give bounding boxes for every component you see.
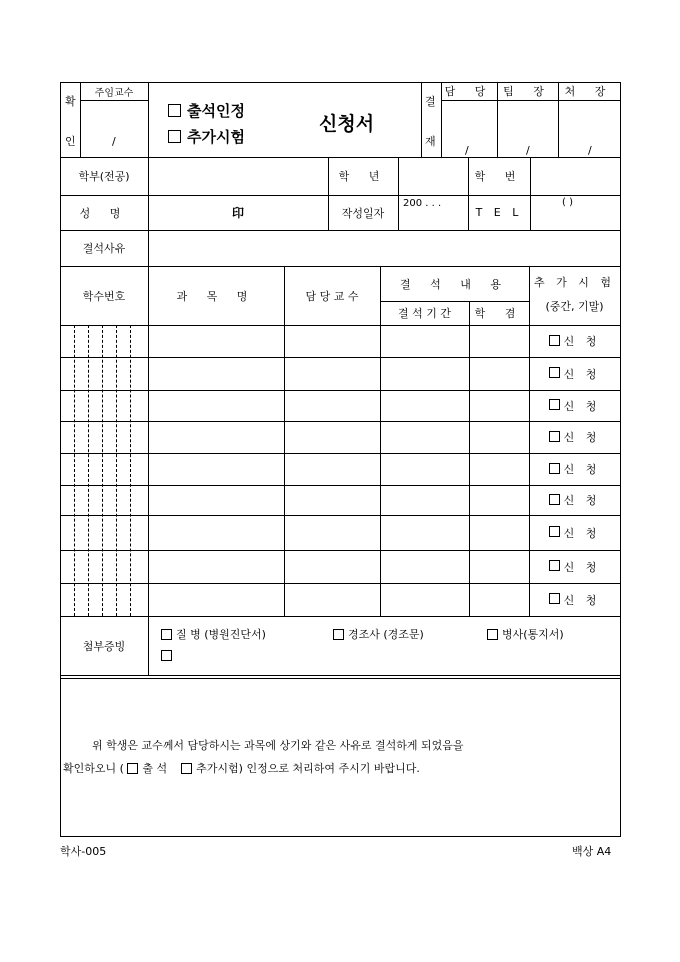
apply-label: 신 청	[563, 463, 601, 476]
col-absence-detail: 결 석 내 용	[400, 277, 509, 291]
written-date-value: 200 . . .	[403, 198, 442, 209]
student-id-label: 학 번	[474, 170, 524, 183]
checkbox[interactable]	[549, 494, 560, 505]
line	[88, 325, 89, 616]
col-absence-period: 결 석 기 간	[398, 307, 451, 320]
apply-checkbox-row-7[interactable]	[529, 515, 620, 550]
extra-exam-checkbox[interactable]	[168, 130, 181, 143]
checkbox[interactable]	[333, 629, 344, 640]
checkbox[interactable]	[549, 593, 560, 604]
application-form	[60, 82, 621, 837]
checkbox[interactable]	[549, 399, 560, 410]
staff-date-slash: /	[465, 144, 469, 157]
line	[421, 82, 422, 157]
option-attendance[interactable]	[168, 100, 245, 121]
apply-checkbox-row-1[interactable]	[529, 325, 620, 357]
attendance-checkbox[interactable]	[168, 104, 181, 117]
approve-label-top: 결	[425, 95, 436, 108]
col-extra-exam-type: (중간, 기말)	[545, 300, 604, 313]
line	[80, 100, 148, 101]
line	[116, 325, 117, 616]
col-course-name: 과 목 명	[176, 289, 256, 303]
confirm-label-top: 확	[65, 95, 76, 108]
outer-bottom-border	[60, 836, 621, 837]
checkbox[interactable]	[549, 463, 560, 474]
line	[530, 157, 531, 230]
year-label: 학 년	[338, 170, 388, 183]
statement-line-1: 위 학생은 교수께서 담당하시는 과목에 상기와 같은 사유로 결석하게 되었음을	[92, 739, 464, 752]
apply-checkbox-row-3[interactable]	[529, 390, 620, 421]
statement-line-2	[63, 763, 420, 775]
dept-label: 학부(전공)	[78, 170, 130, 183]
apply-checkbox-row-4[interactable]	[529, 421, 620, 453]
lead-date-slash: /	[526, 144, 530, 157]
apply-label: 신 청	[563, 593, 601, 607]
col-professor: 담 당 교 수	[305, 289, 359, 303]
form-code: 학사-005	[60, 845, 107, 858]
attachment-illness[interactable]	[161, 629, 266, 641]
col-extra-exam: 추 가 시 험	[534, 276, 615, 289]
name-label: 성 명	[79, 206, 129, 220]
line	[130, 325, 131, 616]
line	[74, 325, 75, 616]
checkbox[interactable]	[549, 526, 560, 537]
checkbox[interactable]	[549, 335, 560, 346]
statement-attend-checkbox[interactable]	[127, 763, 138, 774]
line	[398, 157, 399, 230]
apply-label: 신 청	[563, 560, 601, 574]
attachment-bereavement[interactable]	[333, 629, 424, 641]
checkbox[interactable]	[161, 629, 172, 640]
apply-checkbox-row-9[interactable]	[529, 583, 620, 616]
written-date-label: 작성일자	[341, 206, 385, 220]
attachment-military-label: 병사(통지서)	[502, 628, 564, 641]
col-class-hours: 학 겸	[474, 307, 524, 320]
attachment-label: 첨부증빙	[82, 639, 126, 653]
apply-checkbox-row-6[interactable]	[529, 485, 620, 515]
approve-label-bottom: 재	[425, 135, 436, 148]
attachment-military[interactable]	[487, 629, 564, 641]
confirm-label-bottom: 인	[65, 135, 76, 148]
option-extra-exam-label: 추가시험	[187, 128, 245, 146]
form-title: 신청서	[319, 113, 375, 135]
statement-attend: 출 석	[142, 762, 168, 775]
attachment-bereavement-label: 경조사 (경조문)	[348, 628, 424, 641]
apply-checkbox-row-5[interactable]	[529, 453, 620, 485]
option-attendance-label: 출석인정	[187, 102, 245, 120]
apply-label: 신 청	[563, 335, 601, 348]
statement-line-2-start: 확인하오니 (	[63, 762, 124, 775]
checkbox[interactable]	[549, 560, 560, 571]
apply-checkbox-row-2[interactable]	[529, 357, 620, 390]
option-extra-exam[interactable]	[168, 126, 245, 147]
checkbox[interactable]	[549, 431, 560, 442]
approval-staff-header: 담 당	[444, 85, 494, 98]
apply-label: 신 청	[563, 526, 601, 540]
approval-lead-header: 팀 장	[503, 85, 552, 98]
statement-extra: 추가시험) 인정으로 처리하여 주시기 바랍니다.	[196, 762, 420, 775]
apply-label: 신 청	[563, 431, 601, 444]
approval-director-header: 처 장	[564, 85, 614, 98]
apply-label: 신 청	[563, 494, 601, 507]
checkbox[interactable]	[549, 367, 560, 378]
paper-size: 백상 A4	[572, 845, 612, 858]
reason-label: 결석사유	[82, 242, 126, 255]
line	[469, 301, 470, 616]
attachment-illness-label: 질 병 (병원진단서)	[176, 628, 266, 641]
checkbox[interactable]	[487, 629, 498, 640]
tel-label: T E L	[475, 206, 523, 219]
seal-mark: 印	[231, 206, 244, 220]
advisor-date-slash: /	[112, 135, 116, 148]
line	[441, 100, 620, 101]
attachment-other[interactable]	[161, 650, 176, 662]
line	[148, 82, 149, 266]
line	[60, 675, 621, 676]
line	[148, 616, 149, 675]
line	[60, 678, 621, 679]
apply-label: 신 청	[563, 367, 601, 381]
tel-value: ( )	[562, 197, 573, 208]
apply-checkbox-row-8[interactable]	[529, 550, 620, 583]
statement-extra-checkbox[interactable]	[181, 763, 192, 774]
col-course-number: 학수번호	[82, 289, 126, 303]
advisor-label: 주임교수	[94, 87, 134, 99]
director-date-slash: /	[588, 144, 592, 157]
checkbox[interactable]	[161, 650, 172, 661]
line	[102, 325, 103, 616]
apply-label: 신 청	[563, 399, 601, 413]
